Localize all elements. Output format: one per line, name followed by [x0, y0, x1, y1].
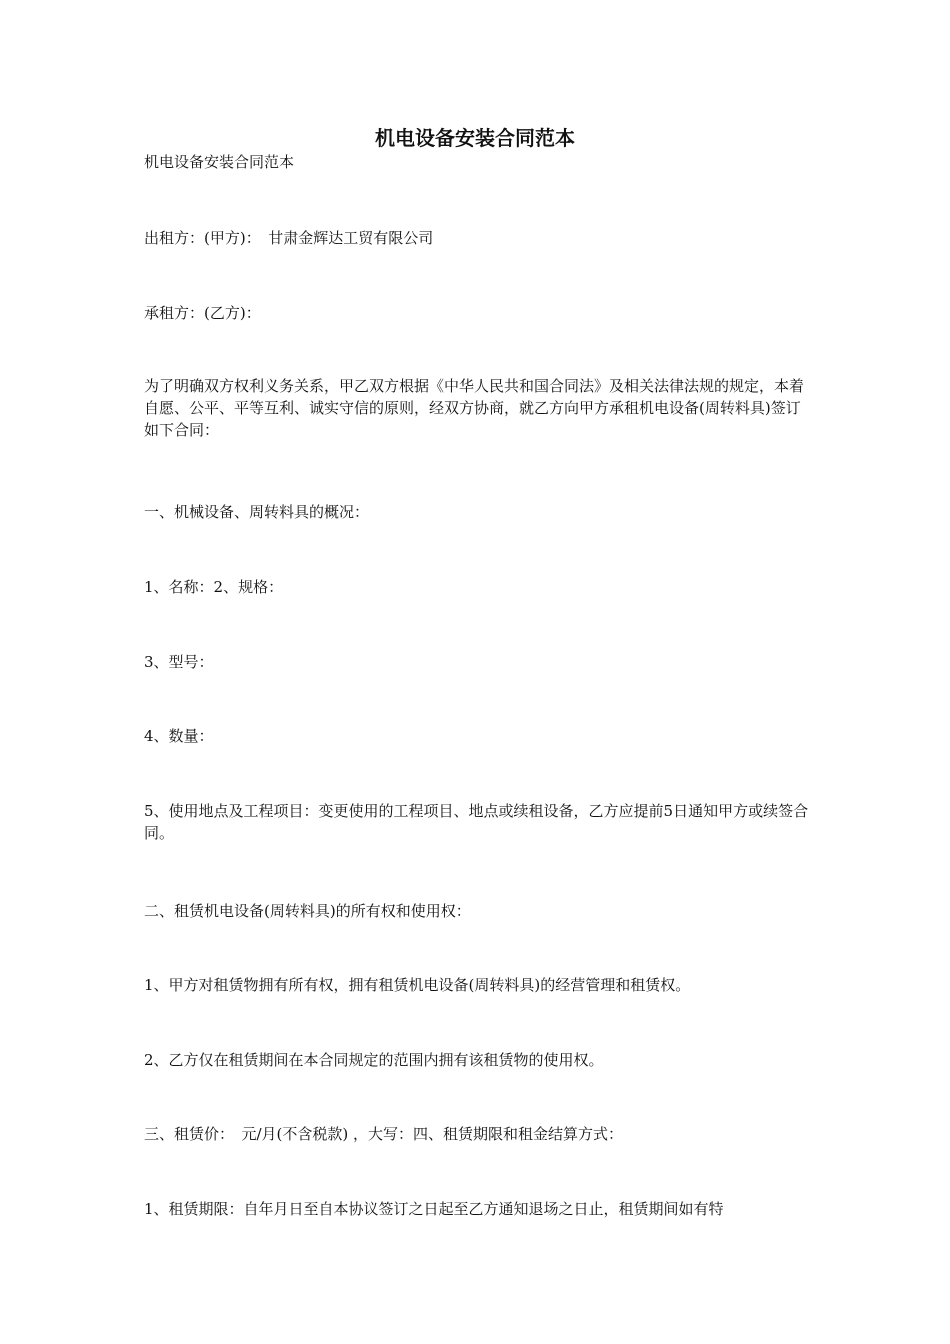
- item-location: 5、使用地点及工程项目：变更使用的工程项目、地点或续租设备，乙方应提前5日通知甲方或续签合同。: [144, 802, 809, 842]
- section-1-heading: 一、机械设备、周转料具的概况：: [144, 503, 370, 521]
- item-quantity: 4、数量：: [144, 727, 214, 745]
- item-model: 3、型号：: [144, 653, 214, 671]
- lease-term-clause: 1、租赁期限：自年月日至自本协议签订之日起至乙方通知退场之日止，租赁期间如有特: [144, 1200, 724, 1218]
- document-subtitle: 机电设备安装合同范本: [144, 153, 295, 171]
- document-title: 机电设备安装合同范本: [375, 126, 575, 150]
- lessor-line: 出租方：(甲方)： 甘肃金辉达工贸有限公司: [144, 229, 434, 247]
- lessee-line: 承租方：(乙方)：: [144, 304, 261, 322]
- usage-right-clause: 2、乙方仅在租赁期间在本合同规定的范围内拥有该租赁物的使用权。: [144, 1051, 604, 1069]
- preamble-paragraph: 为了明确双方权利义务关系，甲乙双方根据《中华人民共和国合同法》及相关法律法规的规定，本着自愿、公平、平等互利、诚实守信的原则，经双方协商，就乙方向甲方承租机电设备(周转料具)签订如下合同：: [144, 377, 805, 439]
- section-2-heading: 二、租赁机电设备(周转料具)的所有权和使用权：: [144, 902, 471, 920]
- item-name-spec: 1、名称：2、规格：: [144, 578, 284, 596]
- ownership-clause: 1、甲方对租赁物拥有所有权，拥有租赁机电设备(周转料具)的经营管理和租赁权。: [144, 976, 691, 994]
- section-3-4-heading: 三、租赁价： 元/月(不含税款) ，大写：四、租赁期限和租金结算方式：: [144, 1125, 624, 1143]
